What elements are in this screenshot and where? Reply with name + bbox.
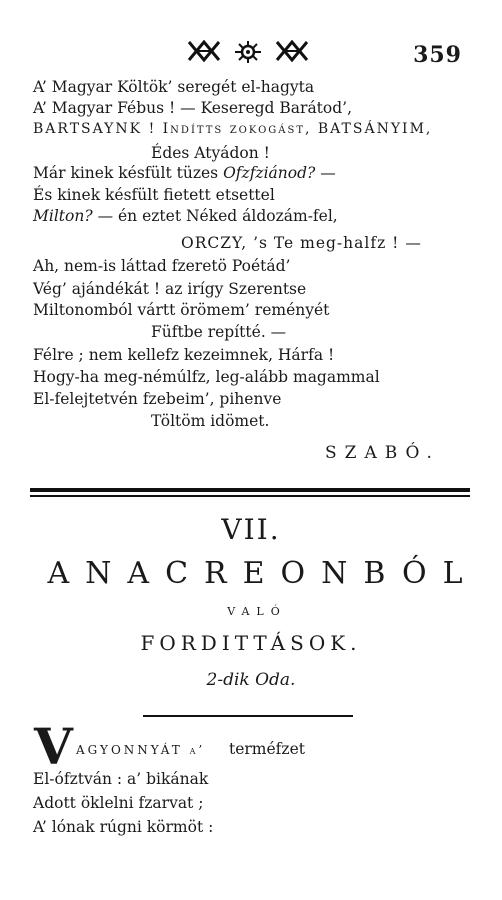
section-title: ANACREONBÓL: [47, 556, 479, 591]
poem-line: [33, 164, 336, 182]
poem-line: Miltonomból vártt örömem’ reményét: [33, 301, 330, 319]
poem-line: És kinek késfült fietett etsettel: [33, 186, 275, 204]
poem-name-italic: Milton?: [33, 207, 93, 225]
section-connector: VALÓ: [227, 605, 287, 618]
ode-title: 2-dik Oda.: [206, 670, 296, 690]
poem-line-text: Már kinek késfült tüzes: [33, 164, 219, 182]
poem-line: Ah, nem-is láttad fzeretö Poétád’: [33, 257, 291, 275]
ornament-icon: [187, 40, 221, 62]
divider-rule: [30, 495, 470, 497]
ode-line-end: terméfzet: [229, 740, 305, 758]
section-subtitle: FORDITTÁSOK.: [140, 631, 362, 655]
poem-line: Füftbe repítté. —: [151, 323, 287, 341]
section-number: VII.: [221, 513, 281, 546]
poem-line: [33, 207, 338, 225]
ornament-icon: [275, 40, 309, 62]
flower-ornament-icon: [231, 40, 265, 64]
poem-line: El-felejtetvén fzebeim’, pihenve: [33, 390, 282, 408]
poem-line: Édes Atyádon !: [151, 144, 270, 162]
poem-line: BARTSAYNK ! Indítts zokogást, BATSÁNYIM,: [33, 121, 433, 137]
poem-line: Vég’ ajándékát ! az irígy Szerentse: [33, 280, 307, 298]
poem-line: A’ Magyar Költök’ seregét el-hagyta: [33, 78, 315, 96]
page-header: [0, 40, 502, 70]
ode-line: Adott öklelni fzarvat ;: [33, 794, 204, 812]
ode-line: El-ófztván : a’ bikának: [33, 770, 209, 788]
poem-line: Félre ; nem kellefz kezeimnek, Hárfa !: [33, 346, 335, 364]
divider-rule: [30, 488, 470, 492]
poem-dash: —: [320, 164, 336, 182]
poem-line: Töltöm idömet.: [151, 412, 270, 430]
author-signature: SZABÓ.: [325, 443, 440, 463]
page-number: 359: [413, 42, 462, 68]
poem-line-text: — én eztet Néked áldozám-fel,: [97, 207, 338, 225]
poem-name-italic: Ofzfziánod?: [223, 164, 316, 182]
ode-line: AGYONNYÁT a’: [76, 743, 206, 757]
ode-line: A’ lónak rúgni körmöt :: [33, 818, 214, 836]
divider-rule: [143, 715, 353, 717]
drop-cap: V: [34, 717, 73, 776]
poem-line: ORCZY, ’s Te meg-halfz ! —: [181, 234, 422, 252]
poem-line: Hogy-ha meg-némúlfz, leg-alább magammal: [33, 368, 380, 386]
poem-line: A’ Magyar Fébus ! — Keseregd Barátod’,: [33, 99, 353, 117]
